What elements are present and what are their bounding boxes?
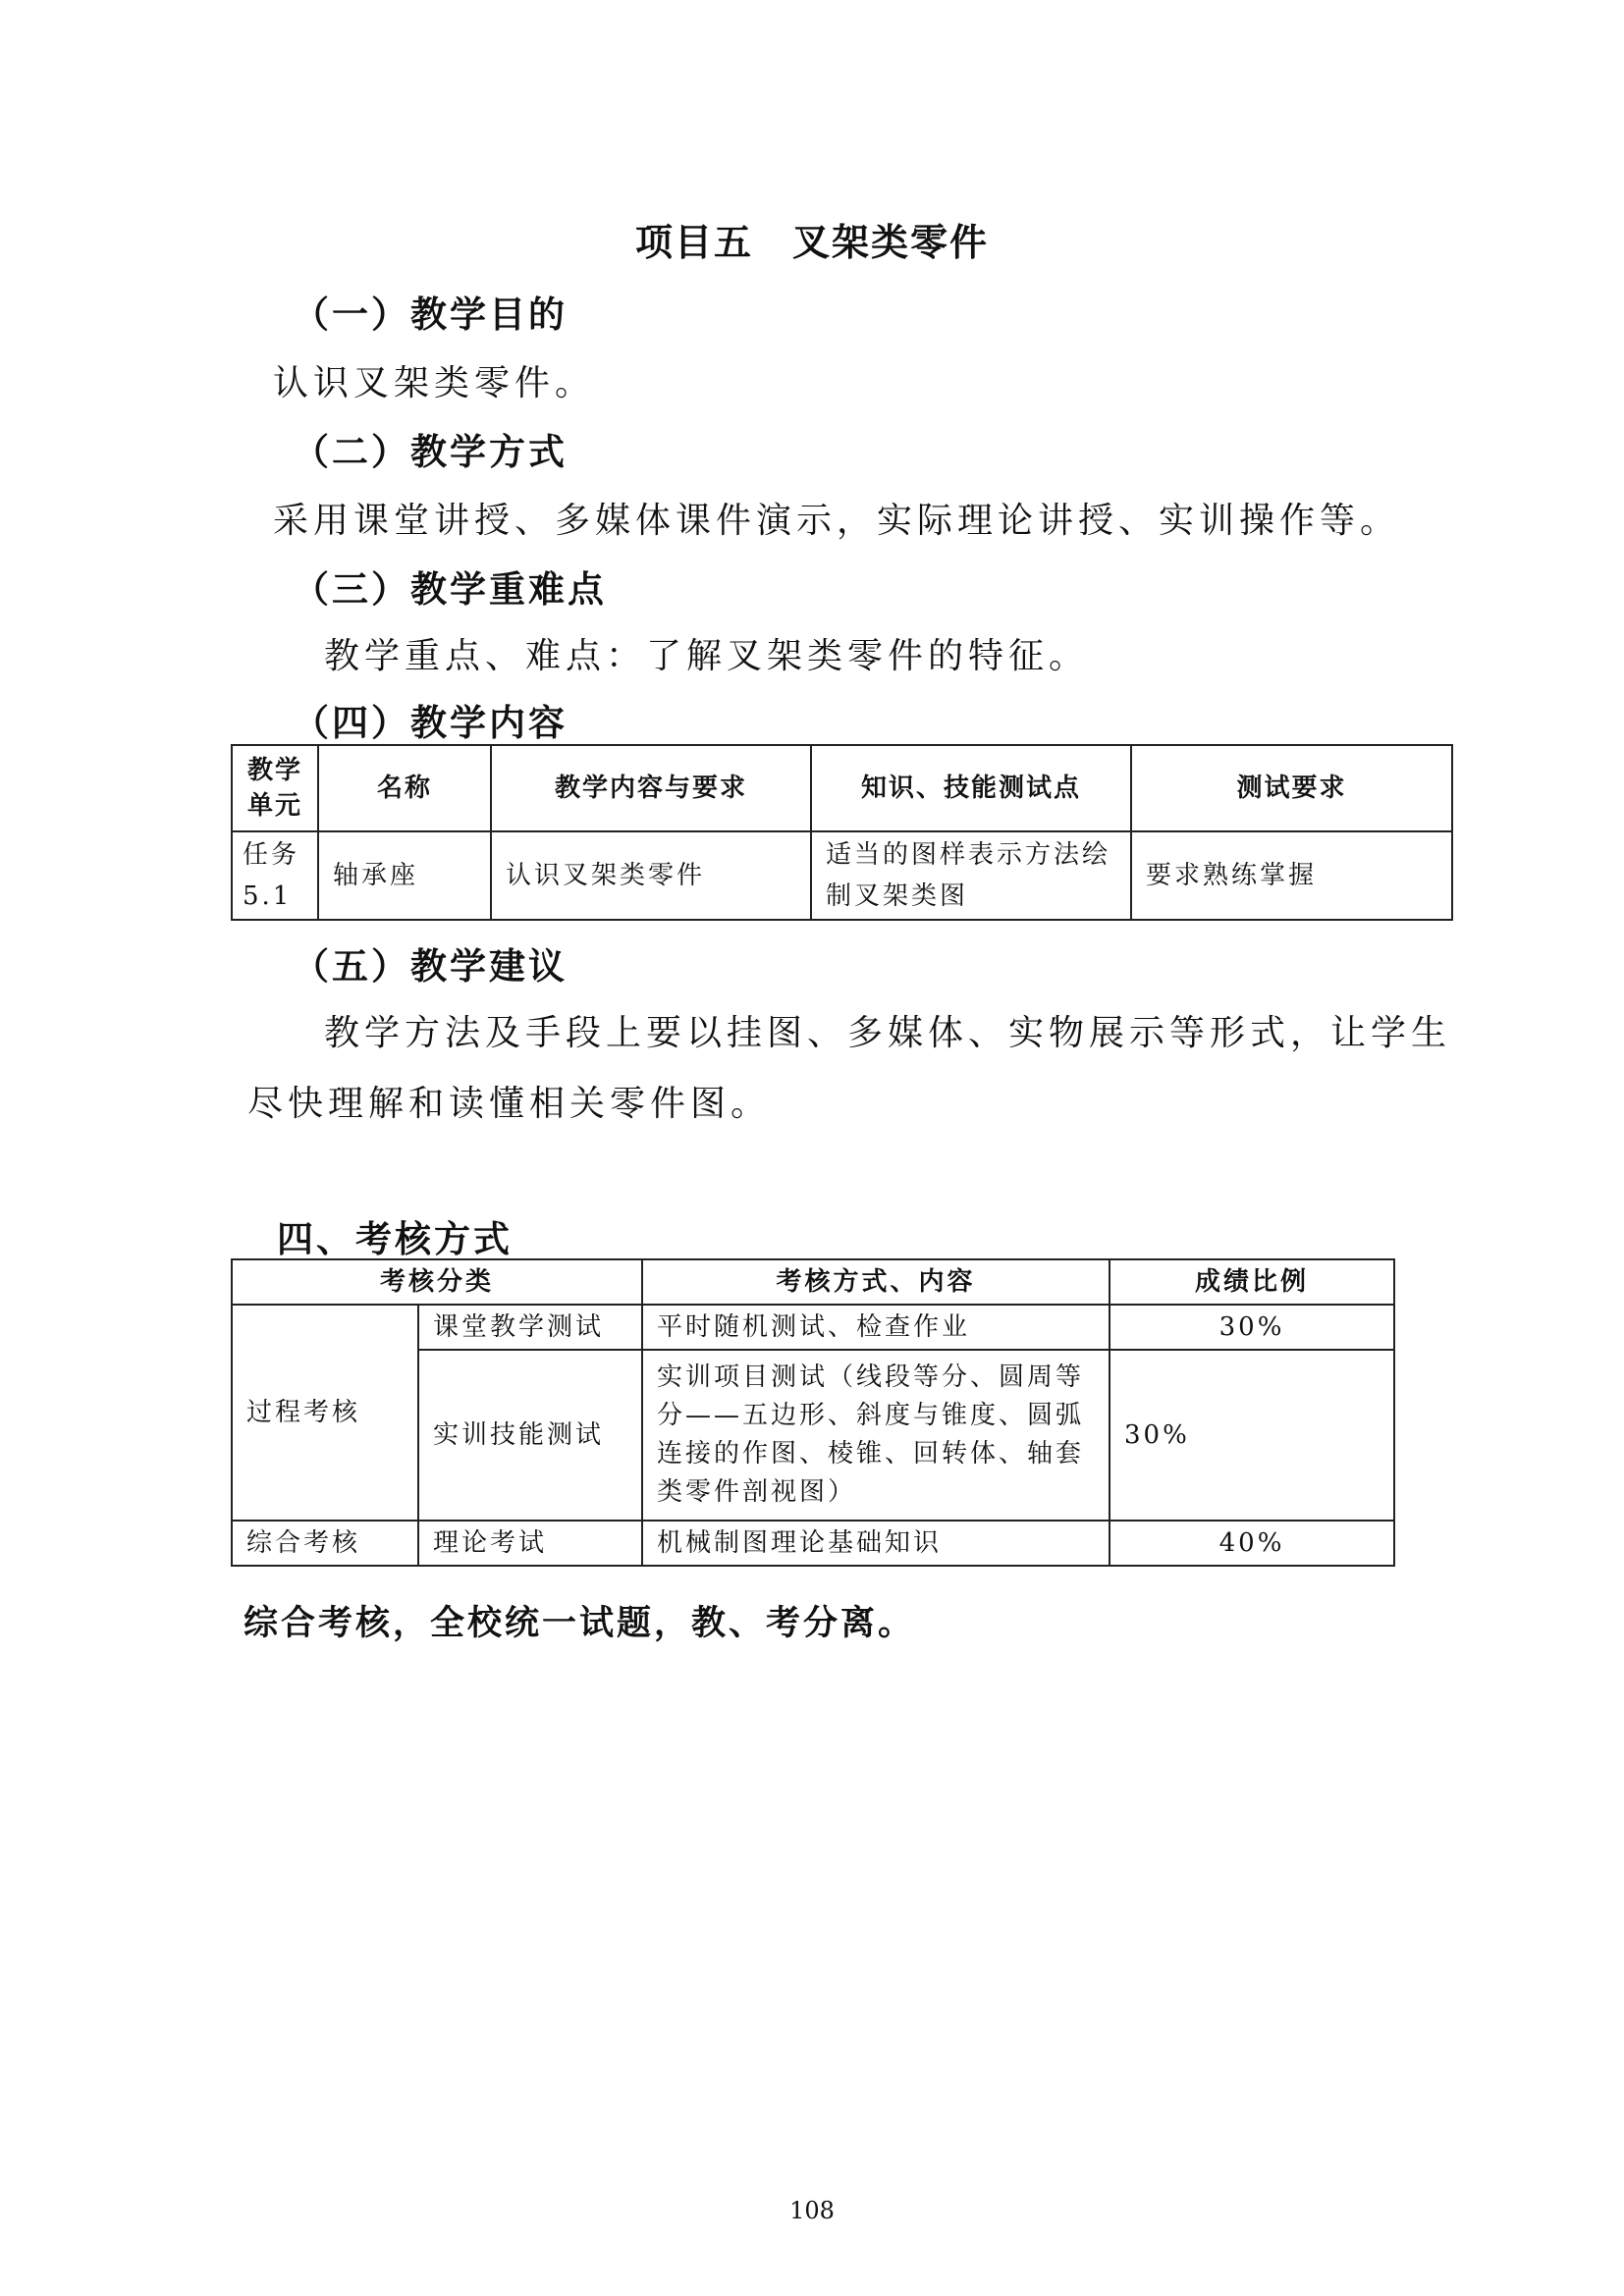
section-heading-purpose: （一）教学目的 bbox=[293, 293, 568, 336]
table-row bbox=[232, 1305, 1394, 1350]
header-method: 考核方式、内容 bbox=[642, 1259, 1110, 1305]
section-text-suggestion-line2: 尽快理解和读懂相关零件图。 bbox=[247, 1084, 772, 1124]
header-cell-content: 教学内容与要求 bbox=[491, 745, 811, 831]
section-heading-focus: （三）教学重难点 bbox=[293, 567, 607, 611]
header-cell-unit: 教学单元 bbox=[232, 745, 318, 831]
section-text-focus: 教学重点、难点：了解叉架类零件的特征。 bbox=[324, 636, 1090, 676]
assessment-header-row bbox=[232, 1259, 1394, 1305]
cell-unit: 任务5.1 bbox=[232, 831, 318, 920]
cell-content: 机械制图理论基础知识 bbox=[642, 1521, 1110, 1566]
assessment-summary: 综合考核，全校统一试题，教、考分离。 bbox=[244, 1603, 916, 1643]
section-heading-method: （二）教学方式 bbox=[293, 430, 568, 473]
header-cell-name: 名称 bbox=[318, 745, 491, 831]
cell-name: 轴承座 bbox=[318, 831, 491, 920]
header-ratio: 成绩比例 bbox=[1110, 1259, 1394, 1305]
cell-category: 综合考核 bbox=[232, 1521, 418, 1566]
page-number: 108 bbox=[789, 2197, 835, 2224]
assessment-table bbox=[231, 1258, 1395, 1567]
section-heading-suggestion: （五）教学建议 bbox=[293, 944, 568, 988]
cell-sub: 实训技能测试 bbox=[418, 1350, 642, 1521]
cell-sub: 理论考试 bbox=[418, 1521, 642, 1566]
cell-content: 平时随机测试、检查作业 bbox=[642, 1305, 1110, 1350]
section-heading-content: （四）教学内容 bbox=[293, 701, 568, 744]
table-row bbox=[232, 1521, 1394, 1566]
section-text-method: 采用课堂讲授、多媒体课件演示，实际理论讲授、实训操作等。 bbox=[273, 501, 1401, 541]
cell-ratio: 30% bbox=[1110, 1350, 1394, 1521]
section-text-purpose: 认识叉架类零件。 bbox=[273, 363, 596, 403]
cell-requirement: 要求熟练掌握 bbox=[1131, 831, 1452, 920]
header-cell-checkpoint: 知识、技能测试点 bbox=[811, 745, 1131, 831]
cell-content: 认识叉架类零件 bbox=[491, 831, 811, 920]
table-header-row bbox=[232, 745, 1452, 831]
page-title: 项目五 叉架类零件 bbox=[634, 220, 989, 264]
header-cell-requirement: 测试要求 bbox=[1131, 745, 1452, 831]
table-row bbox=[232, 831, 1452, 920]
cell-sub: 课堂教学测试 bbox=[418, 1305, 642, 1350]
cell-checkpoint: 适当的图样表示方法绘制叉架类图 bbox=[811, 831, 1131, 920]
assessment-heading: 四、考核方式 bbox=[277, 1217, 513, 1260]
header-category: 考核分类 bbox=[232, 1259, 642, 1305]
cell-process-category: 过程考核 bbox=[232, 1305, 418, 1521]
teaching-content-table bbox=[231, 744, 1453, 921]
cell-content: 实训项目测试（线段等分、圆周等分——五边形、斜度与锥度、圆弧连接的作图、棱锥、回转体、轴套类零件剖视图） bbox=[642, 1350, 1110, 1521]
section-text-suggestion-line1: 教学方法及手段上要以挂图、多媒体、实物展示等形式，让学生 bbox=[324, 1013, 1452, 1053]
cell-ratio: 30% bbox=[1110, 1305, 1394, 1350]
cell-ratio: 40% bbox=[1110, 1521, 1394, 1566]
